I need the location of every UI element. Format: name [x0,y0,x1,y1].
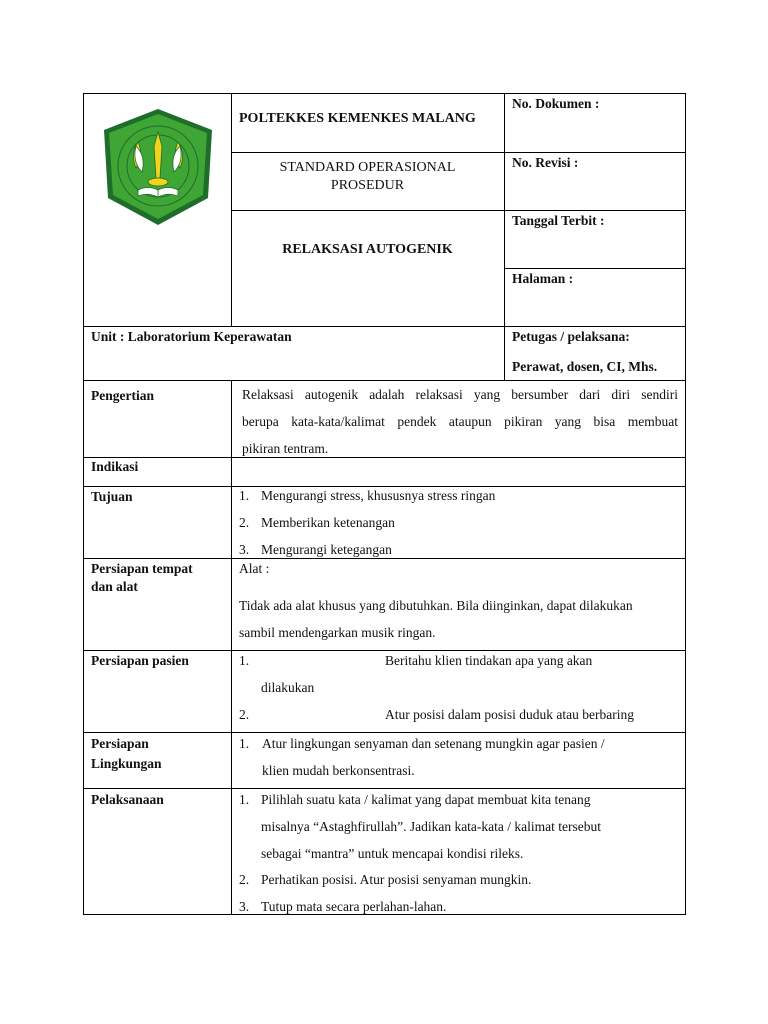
pasien-num-2: 2. [239,707,250,722]
alat-heading: Alat : [239,561,270,576]
pasien-item-1-line2: dilakukan [261,680,315,695]
pelaksanaan-num-3: 3. [239,899,250,914]
tujuan-label: Tujuan [91,489,133,504]
tanggal-terbit-label: Tanggal Terbit : [512,213,605,228]
pengertian-label: Pengertian [91,388,154,403]
persiapan-tempat-label-line2: dan alat [91,579,138,594]
pelaksanaan-item-1-line3: sebagai “mantra” untuk mencapai kondisi rileks. [261,846,524,861]
pengertian-text-line3: pikiran tentram. [242,441,329,456]
pelaksanaan-num-2: 2. [239,872,250,887]
pelaksanaan-num-1: 1. [239,792,250,807]
pengertian-text-line1: Relaksasi autogenik adalah relaksasi yang bersumber dari diri sendiri [242,387,678,402]
pelaksanaan-item-2: Perhatikan posisi. Atur posisi senyaman mungkin. [261,872,532,887]
doc-type-line2: PROSEDUR [330,178,405,193]
tujuan-item-2: Memberikan ketenangan [261,515,395,530]
lingkungan-text-line1: Atur lingkungan senyaman dan setenang mungkin agar pasien / [262,736,605,751]
pasien-item-1-line1: Beritahu klien tindakan apa yang akan [385,653,593,668]
petugas-value: Perawat, dosen, CI, Mhs. [512,359,658,374]
pasien-item-2: Atur posisi dalam posisi duduk atau berbaring [385,707,634,722]
petugas-label: Petugas / pelaksana: [512,329,630,344]
doc-type-line1: STANDARD OPERASIONAL [279,160,456,175]
persiapan-lingkungan-label-line2: Lingkungan [91,756,162,771]
tujuan-num-3: 3. [239,542,250,557]
no-revisi-label: No. Revisi : [512,155,579,170]
tujuan-item-3: Mengurangi ketegangan [261,542,392,557]
halaman-label: Halaman : [512,271,574,286]
alat-text-line1: Tidak ada alat khusus yang dibutuhkan. Bila diinginkan, dapat dilakukan [239,598,633,613]
pelaksanaan-label: Pelaksanaan [91,792,164,807]
persiapan-pasien-label: Persiapan pasien [91,653,189,668]
persiapan-lingkungan-label-line1: Persiapan [91,736,149,751]
sop-title: RELAKSASI AUTOGENIK [282,242,453,257]
persiapan-tempat-label-line1: Persiapan tempat [91,561,193,576]
pelaksanaan-item-3: Tutup mata secara perlahan-lahan. [261,899,447,914]
lingkungan-text-line2: klien mudah berkonsentrasi. [262,763,415,778]
pasien-num-1: 1. [239,653,250,668]
tujuan-item-1: Mengurangi stress, khususnya stress ringan [261,488,496,503]
pengertian-text-line2: berupa kata-kata/kalimat pendek ataupun pikiran yang bisa membuat [242,414,678,429]
pelaksanaan-item-1-line1: Pilihlah suatu kata / kalimat yang dapat membuat kita tenang [261,792,591,807]
institution-logo [100,106,216,228]
tujuan-num-1: 1. [239,488,250,503]
institution-name: POLTEKKES KEMENKES MALANG [239,111,476,126]
unit-label: Unit : Laboratorium Keperawatan [91,329,292,344]
no-dokumen-label: No. Dokumen : [512,96,600,111]
indikasi-label: Indikasi [91,459,139,474]
alat-text-line2: sambil mendengarkan musik ringan. [239,625,436,640]
lingkungan-num-1: 1. [239,736,250,751]
pelaksanaan-item-1-line2: misalnya “Astaghfirullah”. Jadikan kata-kata / kalimat tersebut [261,819,602,834]
tujuan-num-2: 2. [239,515,250,530]
